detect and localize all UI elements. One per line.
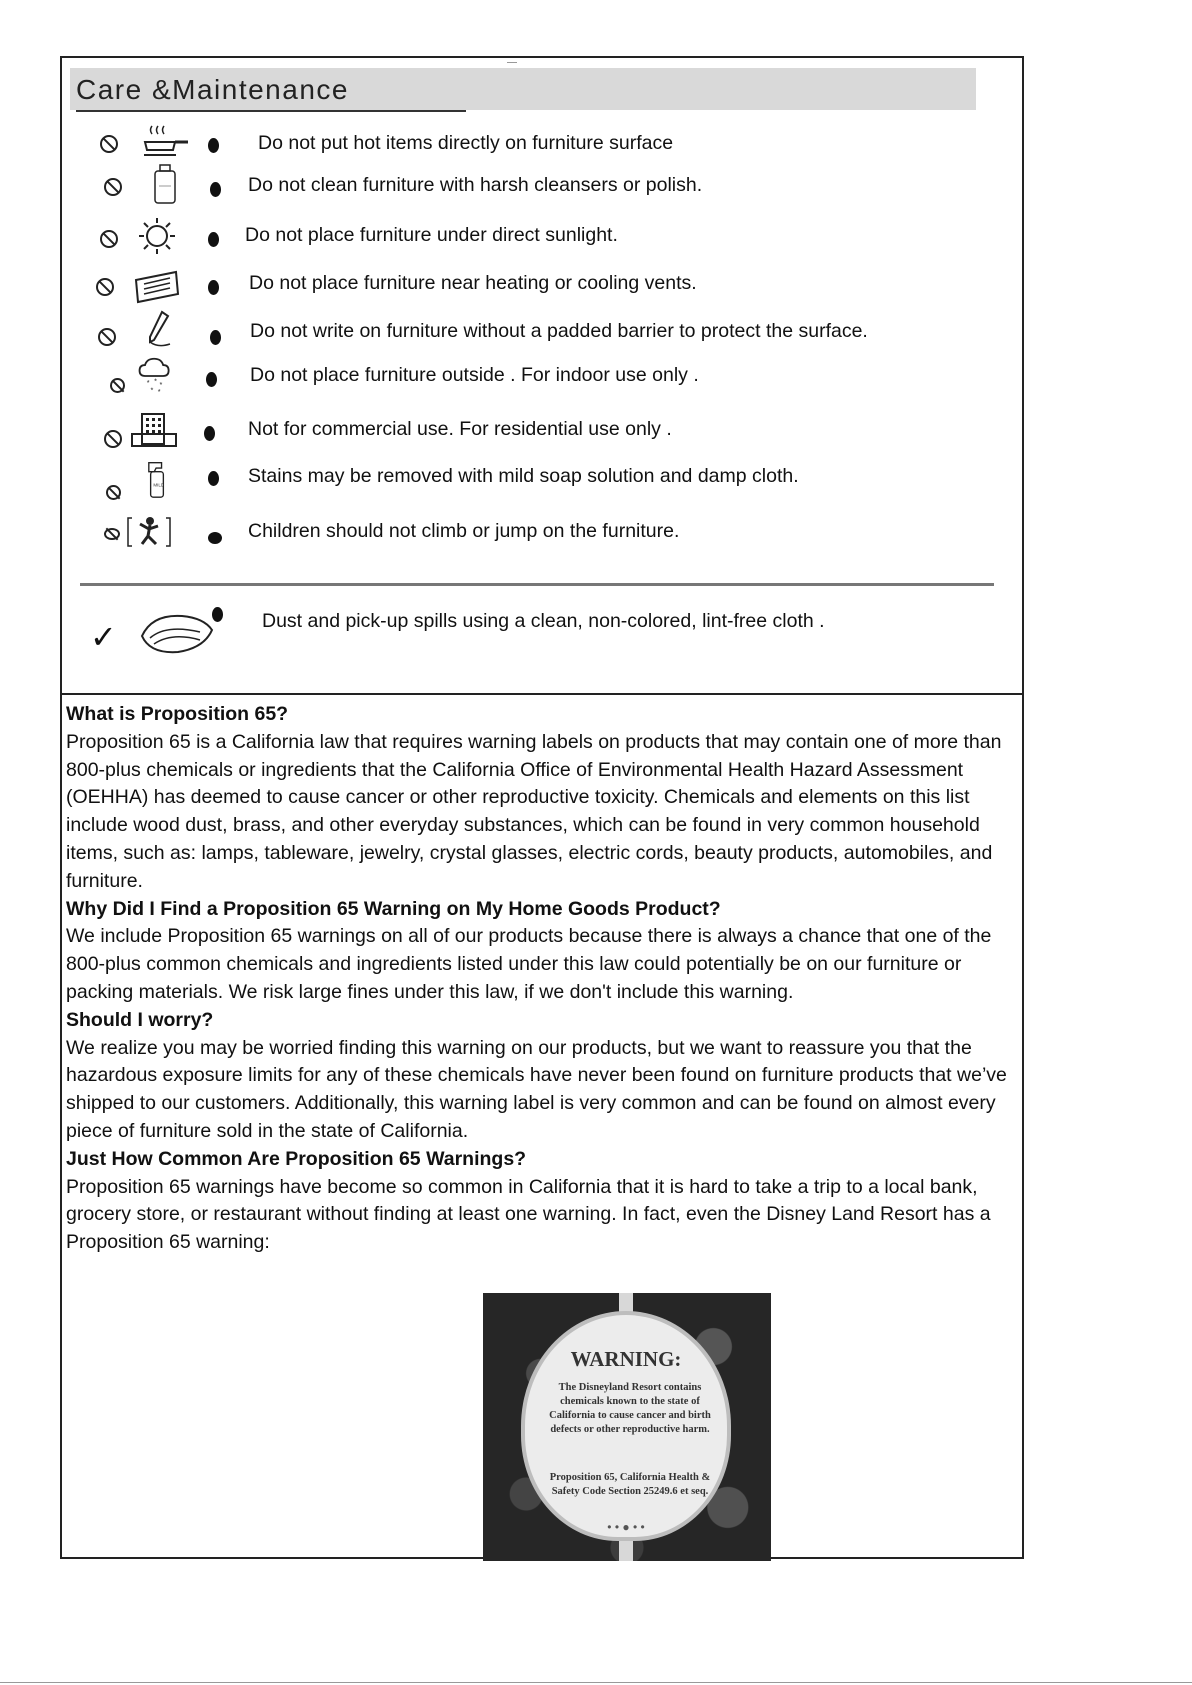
care-item-text: Do not clean furniture with harsh cleansers or polish. (248, 174, 703, 196)
care-title-underline (76, 110, 466, 112)
proposition-65-section (62, 693, 1022, 1561)
faq-answer: Proposition 65 is a California law that requires warning labels on products that may contain one of more than 800-plus chemicals or ingredients that the California Office of Environmental Health Hazard Assessment (OEHHA) has deemed to cause cancer or other reproductive toxicity. Chemicals and elements on this list include wood dust, brass, and other everyday substances, which can be found in very common household items, such as: lamps, tableware, jewelry, crystal glasses, electric cords, beauty products, automobiles, and furniture. (66, 730, 1002, 892)
vent-icon (132, 266, 182, 306)
care-item (62, 166, 1022, 206)
check-icon: ✓ (90, 619, 117, 655)
proposition-65-text (66, 701, 1016, 1257)
sign-code-text: Proposition 65, California Health & Safety Code Section 25249.6 et seq. (549, 1472, 711, 1497)
faq-answer: Proposition 65 warnings have become so common in California that it is hard to take a trip to a local bank, grocery store, or restaurant without finding at least one warning. In fact, even the Disney Land Resort has a Proposition 65 warning: (66, 1175, 991, 1254)
cloth-icon (132, 606, 222, 666)
sign-ornament: • • ● • • (607, 1520, 645, 1534)
pen-icon (138, 308, 188, 348)
care-item (62, 514, 1022, 554)
care-item (62, 266, 1022, 306)
sign-body-text: The Disneyland Resort contains chemicals known to the state of California to cause cancer and birth defects or other reproductive harm. (549, 1382, 711, 1435)
commercial-building-icon (130, 410, 180, 450)
bullet (208, 532, 222, 544)
prohibited-icon (100, 230, 118, 248)
hot-pan-icon (140, 122, 190, 162)
faq-answer: We realize you may be worried finding this warning on our products, but we want to reassure you that the hazardous exposure limits for any of these chemicals have never been found on furniture products that we’ve shipped to our customers. Additionally, this warning label is very common and can be found on almost every piece of furniture sold in the state of California. (66, 1036, 1007, 1142)
bullet (208, 471, 219, 486)
prohibited-icon (98, 328, 116, 346)
care-item (62, 312, 1022, 352)
care-header-bar (70, 68, 976, 110)
faq-question: Just How Common Are Proposition 65 Warnings? (66, 1147, 527, 1170)
prohibited-icon (104, 528, 120, 540)
care-item (62, 122, 1022, 162)
prohibited-icon (104, 178, 122, 196)
cleanser-bottle-icon (140, 164, 190, 204)
faq-question: Should I worry? (66, 1008, 214, 1031)
bullet (204, 426, 215, 441)
faq-question: What is Proposition 65? (66, 703, 289, 725)
svg-text:MILD: MILD (153, 482, 165, 488)
bullet (212, 607, 223, 622)
care-and-warning-sheet (60, 56, 1024, 1559)
faq-question: Why Did I Find a Proposition 65 Warning on My Home Goods Product? (66, 897, 721, 920)
care-item (62, 218, 1022, 258)
care-item-text: Do not place furniture under direct sunlight. (245, 224, 618, 246)
page-bottom-rule (0, 1682, 1192, 1683)
care-maintenance-section (62, 58, 1022, 693)
bullet (206, 372, 217, 387)
svg-text:*: * (154, 376, 157, 386)
prohibited-icon (96, 278, 114, 296)
faq-answer: We include Proposition 65 warnings on all of our products because there is always a chance that one of the 800-plus common chemicals and ingredients listed under this law could potentially be on our furniture or packing materials. We risk large fines under this law, if we don't include this warning. (66, 925, 992, 1003)
prohibited-icon (110, 378, 125, 393)
care-item-text: Do not put hot items directly on furniture surface (258, 132, 674, 154)
care-item-text: Do not write on furniture without a padded barrier to protect the surface. (250, 320, 868, 342)
prohibited-icon (104, 430, 122, 448)
care-item-text: Not for commercial use. For residential use only . (248, 418, 672, 440)
care-item (62, 414, 1022, 454)
svg-text:*: * (159, 379, 163, 389)
bullet (208, 138, 219, 153)
rain-cloud-icon (130, 356, 180, 396)
care-recommended-text: Dust and pick-up spills using a clean, non-colored, lint-free cloth . (262, 610, 825, 632)
care-item-text: Children should not climb or jump on the furniture. (248, 520, 680, 542)
svg-text:*: * (157, 387, 161, 396)
care-title: Care &Maintenance (76, 74, 349, 105)
care-item-text: Stains may be removed with mild soap solution and damp cloth. (248, 465, 799, 487)
spray-bottle-icon (132, 459, 182, 499)
bullet (210, 182, 221, 197)
svg-text:*: * (146, 378, 150, 388)
section-divider (80, 583, 994, 586)
care-item (62, 463, 1022, 503)
care-item-text: Do not place furniture outside . For indoor use only . (250, 364, 699, 386)
warning-sign-board (521, 1311, 731, 1541)
child-climbing-icon (126, 512, 176, 552)
sign-heading: WARNING: (570, 1347, 682, 1371)
disneyland-warning-sign-photo (483, 1293, 771, 1561)
bullet (208, 232, 219, 247)
bullet (208, 280, 219, 295)
bullet (210, 330, 221, 345)
prohibited-icon (100, 135, 118, 153)
sun-icon (132, 216, 182, 256)
care-item-text: Do not place furniture near heating or cooling vents. (249, 272, 697, 294)
care-item (62, 360, 1022, 400)
prohibited-icon (106, 485, 121, 500)
svg-text:*: * (150, 385, 154, 395)
